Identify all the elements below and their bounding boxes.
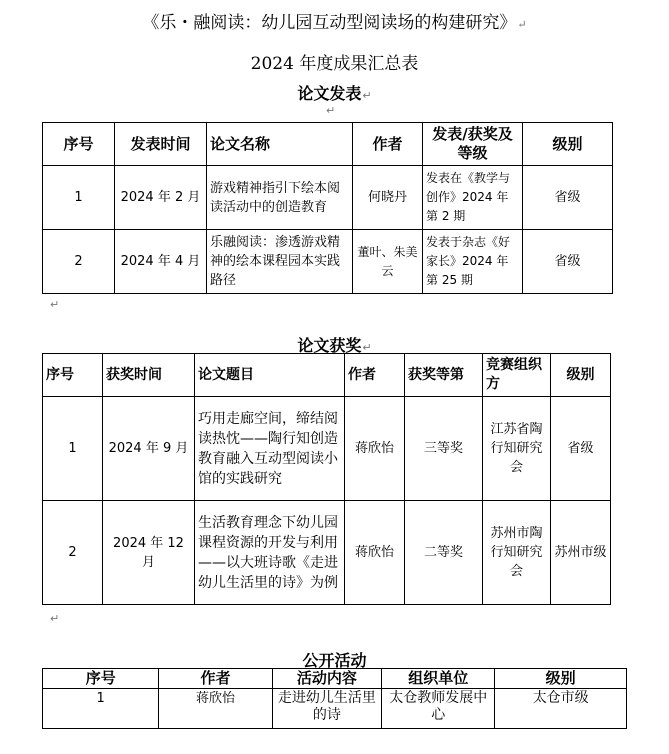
cell-no: 2	[43, 230, 115, 294]
cell-org: 江苏省陶行知研究会	[483, 397, 551, 501]
header-cell: 竞赛组织方	[483, 354, 551, 397]
cell-date: 2024 年 12 月	[103, 501, 195, 605]
table-row	[43, 501, 611, 605]
cell-title: 生活教育理念下幼儿园课程资源的开发与利用——以大班诗歌《走进幼儿生活里的诗》为例	[195, 501, 345, 605]
cell-author: 蒋欣怡	[345, 397, 405, 501]
awards-table	[42, 353, 611, 605]
header-cell: 作者	[353, 123, 423, 166]
cell-grade: 三等奖	[405, 397, 483, 501]
header-cell: 获奖等第	[405, 354, 483, 397]
header-cell: 获奖时间	[103, 354, 195, 397]
cell-date: 2024 年 9 月	[103, 397, 195, 501]
cell-title: 乐融阅读：渗透游戏精神的绘本课程园本实践路径	[207, 230, 353, 294]
cell-no: 1	[43, 689, 159, 729]
cell-level: 苏州市级	[551, 501, 611, 605]
header-cell: 序号	[43, 669, 159, 689]
header-cell: 序号	[43, 354, 103, 397]
header-cell: 级别	[495, 669, 627, 689]
public-heading: 公开活动	[302, 651, 367, 670]
table-row	[43, 689, 627, 729]
header-cell: 级别	[523, 123, 613, 166]
awards-header-row	[43, 354, 611, 397]
cell-content: 走进幼儿生活里的诗	[272, 689, 381, 729]
cell-grade: 二等奖	[405, 501, 483, 605]
cell-date: 2024 年 2 月	[115, 166, 207, 230]
cell-level: 省级	[523, 230, 613, 294]
cell-author: 何晓丹	[353, 166, 423, 230]
papers-table	[42, 122, 613, 294]
document-title: 《乐・融阅读：幼儿园互动型阅读场的构建研究》↵	[142, 13, 527, 33]
cell-author: 董叶、朱美云	[353, 230, 423, 294]
cell-venue: 发表于杂志《好家长》2024 年第 25 期	[423, 230, 523, 294]
paragraph-mark: ↵	[50, 298, 60, 311]
header-cell: 发表时间	[115, 123, 207, 166]
cell-level: 省级	[551, 397, 611, 501]
header-cell: 序号	[43, 123, 115, 166]
header-cell: 级别	[551, 354, 611, 397]
table-row	[43, 230, 613, 294]
header-cell: 论文题目	[195, 354, 345, 397]
header-cell: 作者	[159, 669, 272, 689]
header-cell: 组织单位	[382, 669, 495, 689]
cell-title: 巧用走廊空间，缔结阅读热忱——陶行知创造教育融入互动型阅读小馆的实践研究	[195, 397, 345, 501]
public-activities-table	[42, 668, 627, 729]
cell-level: 太仓市级	[495, 689, 627, 729]
header-cell: 论文名称	[207, 123, 353, 166]
cell-author: 蒋欣怡	[159, 689, 272, 729]
cell-venue: 发表在《教学与创作》2024 年第 2 期	[423, 166, 523, 230]
cell-no: 2	[43, 501, 103, 605]
awards-heading: 论文获奖↵	[297, 336, 372, 355]
document-subtitle: 2024 年度成果汇总表	[250, 54, 419, 74]
papers-header-row	[43, 123, 613, 166]
table-row	[43, 166, 613, 230]
public-header-row	[43, 669, 627, 689]
cell-author: 蒋欣怡	[345, 501, 405, 605]
papers-heading: 论文发表↵	[297, 84, 372, 103]
header-cell: 作者	[345, 354, 405, 397]
cell-org: 苏州市陶行知研究会	[483, 501, 551, 605]
cell-no: 1	[43, 397, 103, 501]
table-row	[43, 397, 611, 501]
header-cell: 活动内容	[272, 669, 381, 689]
cell-title: 游戏精神指引下绘本阅读活动中的创造教育	[207, 166, 353, 230]
cell-date: 2024 年 4 月	[115, 230, 207, 294]
header-cell: 发表/获奖及等级	[423, 123, 523, 166]
cell-no: 1	[43, 166, 115, 230]
paragraph-mark: ↵	[50, 612, 60, 625]
cell-org: 太仓教师发展中心	[382, 689, 495, 729]
cell-level: 省级	[523, 166, 613, 230]
paragraph-mark: ↵	[326, 104, 336, 117]
